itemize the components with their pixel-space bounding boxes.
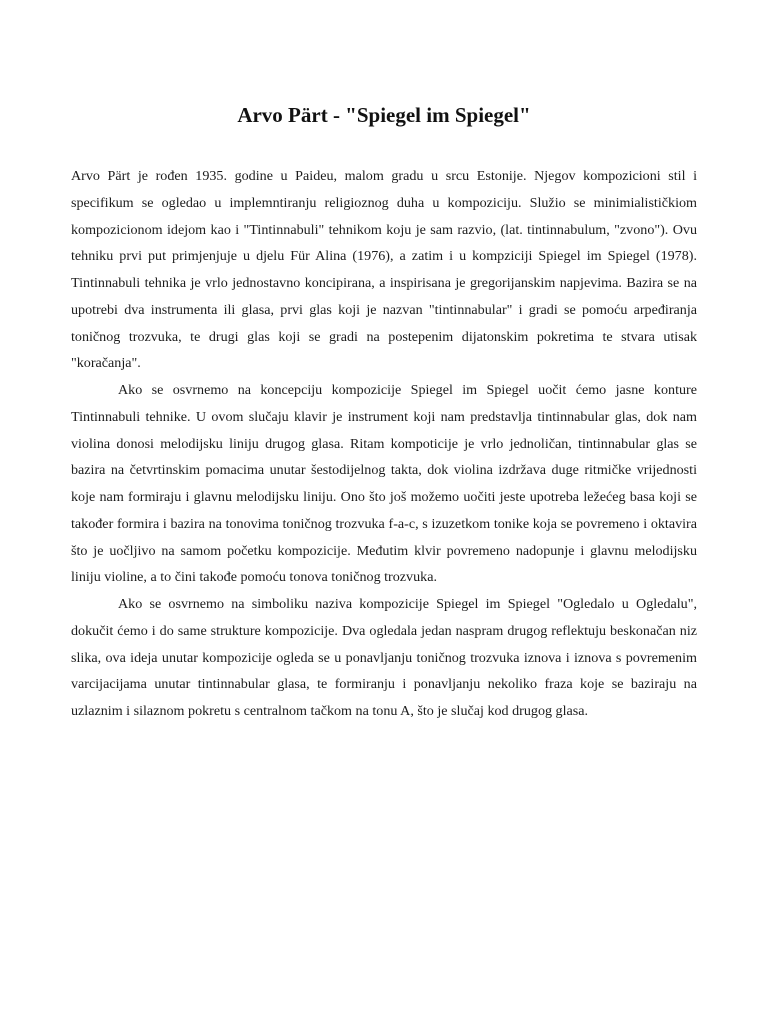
document-body xyxy=(71,163,697,725)
paragraph-symbolism: Ako se osvrnemo na simboliku naziva kompozicije Spiegel im Spiegel "Ogledalo u Ogledalu", dokučit ćemo i do same strukture kompozicije. Dva ogledala jedan naspram drugog reflektuju beskonačan niz slika, ova ideja unutar kompozicije ogleda se u ponavljanju toničnog trozvuka iznova i iznova s povremenim varcijacijama unutar tintinnabular glasa, te formiranju i ponavljanju nekoliko fraza koje se baziraju na uzlaznim i silaznom pokretu s centralnom tačkom na tonu A, što je slučaj kod drugog glasa. xyxy=(71,596,697,719)
paragraph-intro: Arvo Pärt je rođen 1935. godine u Paideu, malom gradu u srcu Estonije. Njegov kompozicioni stil i specifikum se ogledao u implemntiranju religioznog duha u kompoziciju. Služio se minimialističkiom kompozicionom idejom kao i "Tintinnabuli" tehnikom koju je sam razvio, (lat. tintinnabulum, "zvono"). Ovu tehniku prvi put primjenjuje u djelu Für Alina (1976), a zatim i u kompziciji Spiegel im Spiegel (1978). Tintinnabuli tehnika je vrlo jednostavno koncipirana, a inspirisana je gregorijanskim napjevima. Bazira se na upotrebi dva instrumenta ili glasa, prvi glas koji je nazvan "tintinnabular" i gradi se pomoću arpeđiranja toničnog trozvuka, te drugi glas koji se gradi na postepenim dijatonskim pokretima te stvara utisak "koračanja". xyxy=(71,168,697,372)
paragraph-conception: Ako se osvrnemo na koncepciju kompozicije Spiegel im Spiegel uočit ćemo jasne konture Tintinnabuli tehnike. U ovom slučaju klavir je instrument koji nam predstavlja tintinnabular glas, dok nam violina donosi melodijsku liniju drugog glasa. Ritam kompoticije je vrlo jednoličan, tintinnabular glas se bazira na četvrtinskim pomacima unutar šestodijelnog takta, dok violina izdržava duge ritmičke vrijednosti koje nam formiraju i glavnu melodijsku liniju. Ono što još možemo uočiti jeste upotreba ležećeg basa koji se također formira i bazira na tonovima toničnog trozvuka f-a-c, s izuzetkom tonike koja se povremeno i oktavira što je uočljivo na samom početku kompozicije. Međutim klvir povremeno nadopunje i glavnu melodijsku liniju violine, a to čini takođe pomoću tonova toničnog trozvuka. xyxy=(71,382,697,586)
document-title: Arvo Pärt - "Spiegel im Spiegel" xyxy=(237,103,531,127)
